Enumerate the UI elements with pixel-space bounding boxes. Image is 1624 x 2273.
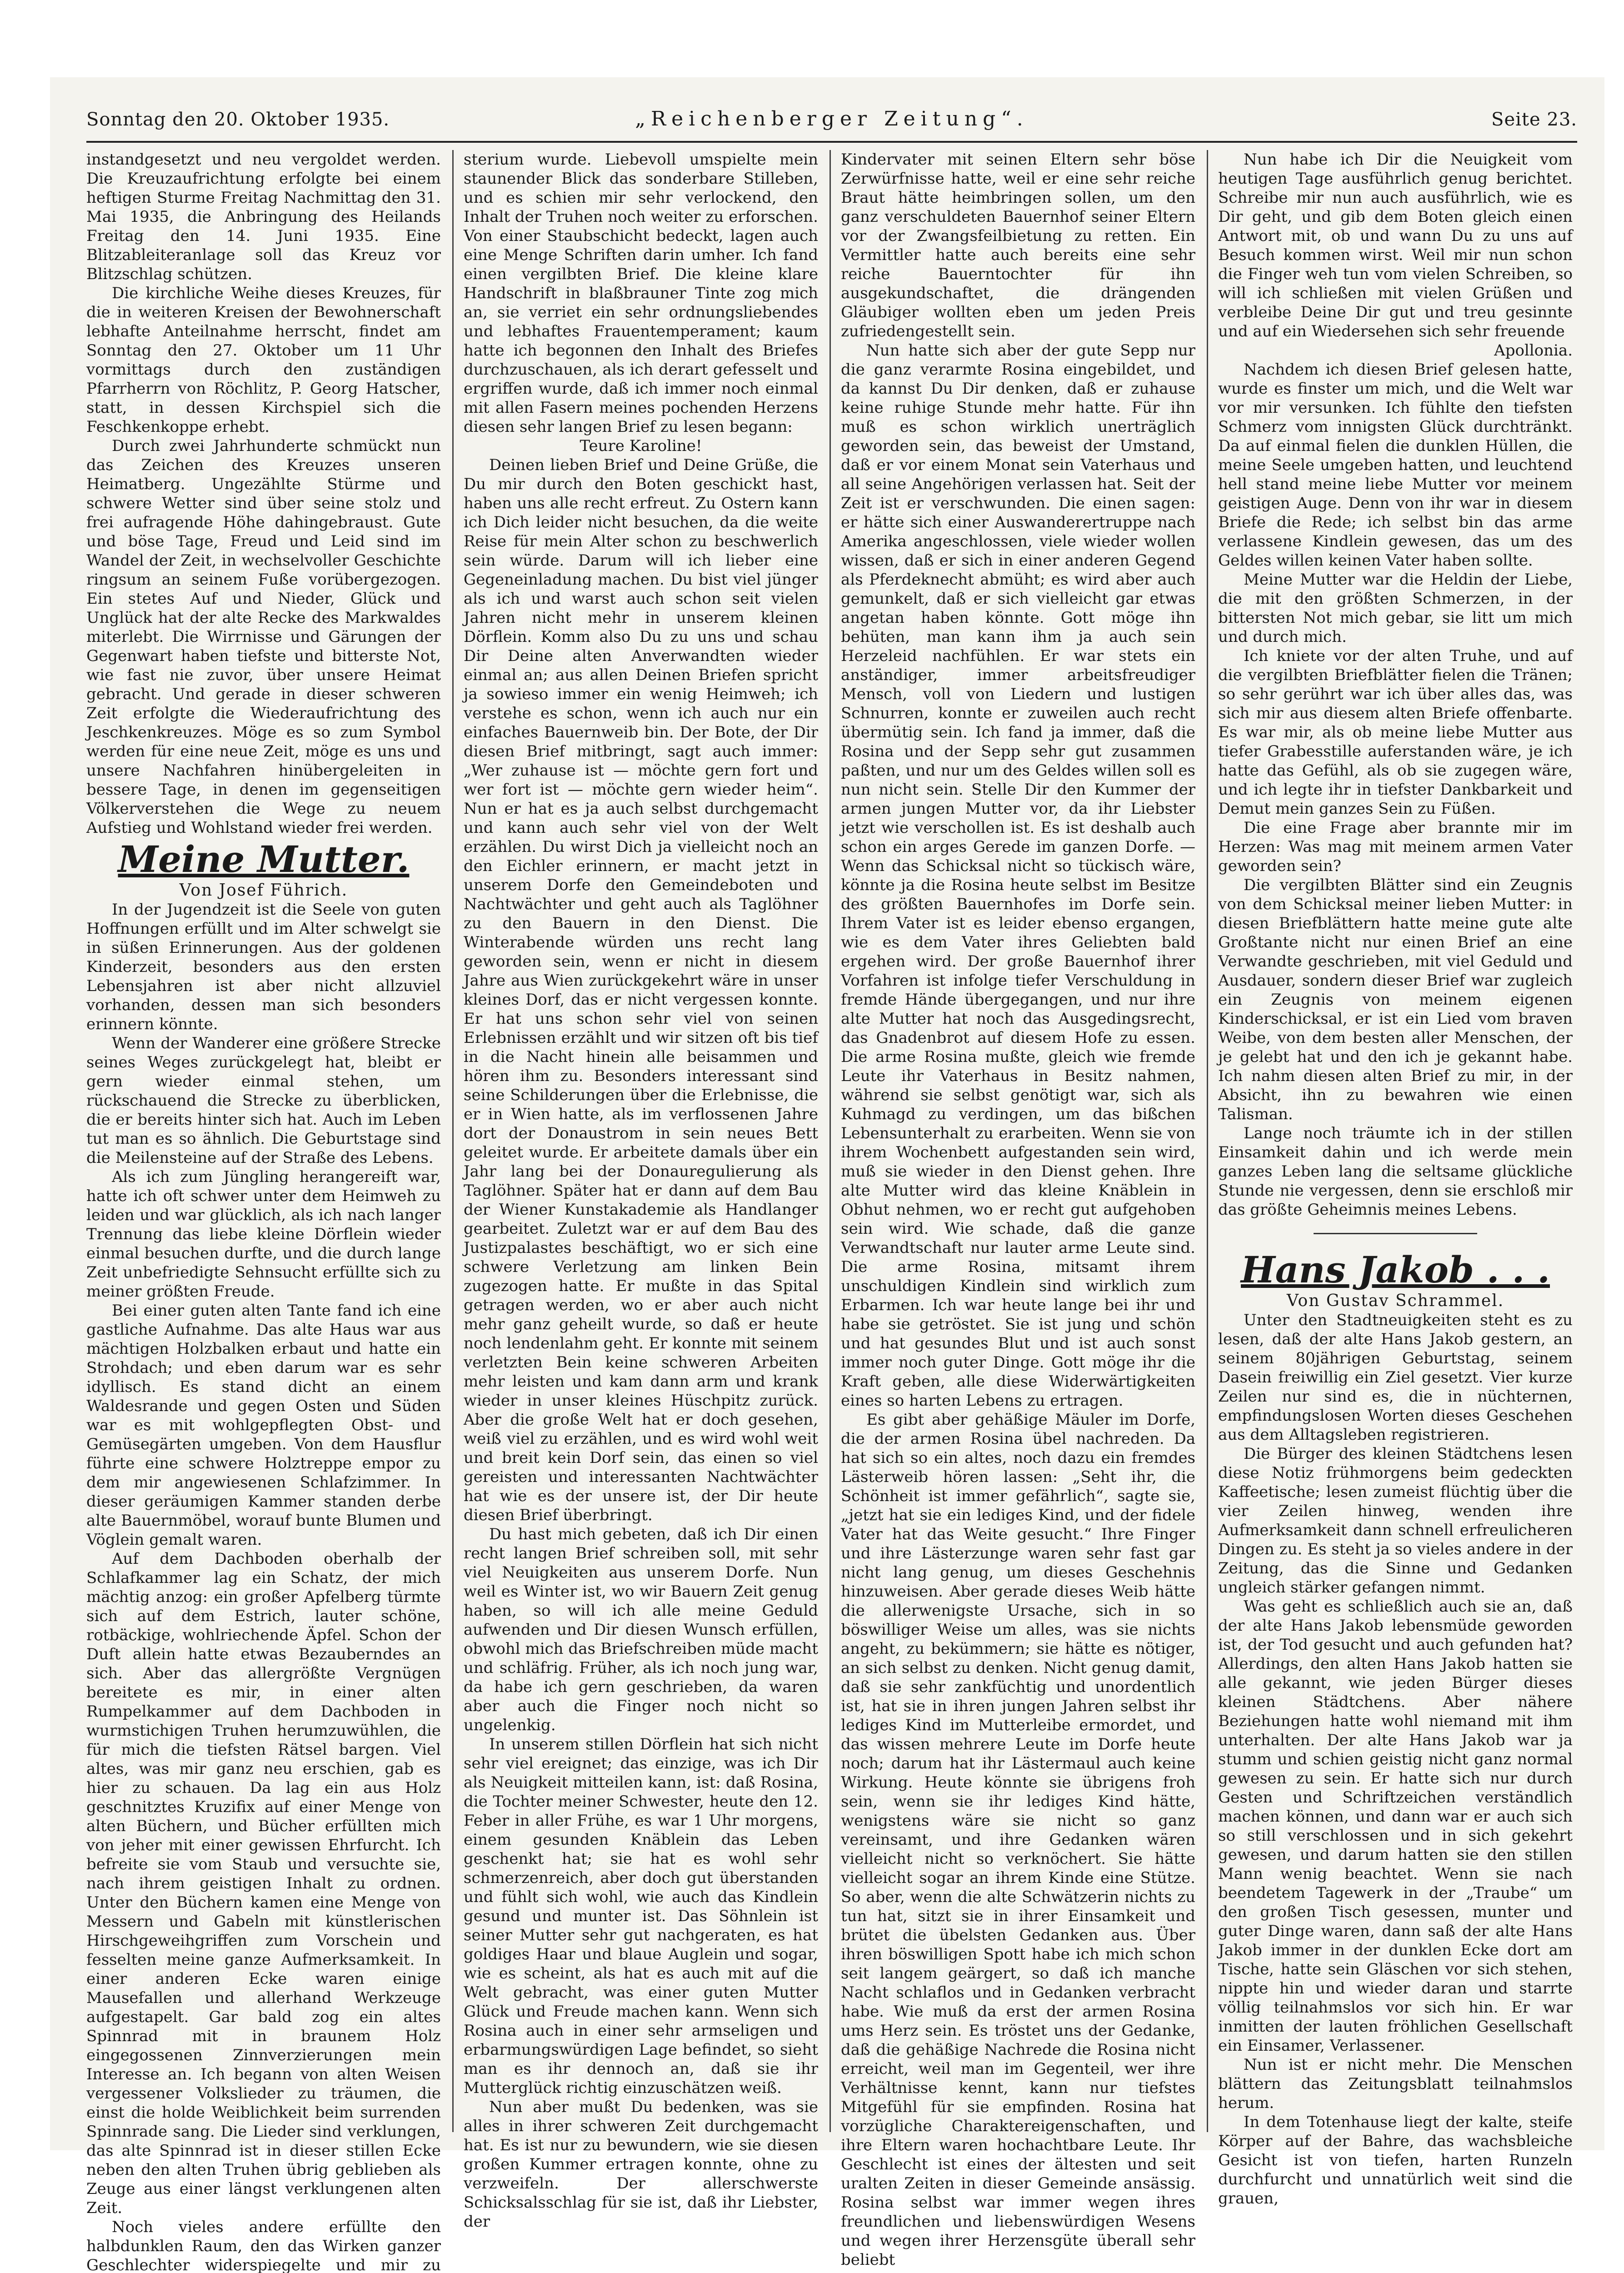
paragraph: Ich kniete vor der alten Truhe, und auf die vergilbten Briefblätter fielen die Tränen; so sehr gerührt war ich über alles das, was sich mir aus diesem alten Briefe offenbarte. Es war mir, als ob meine liebe Mutter aus tiefer Grabesstille auferstanden wäre, je ich hatte das Gefühl, als ob sie zugegen wäre, und ich legte ihr in tiefster Dankbarkeit und Demut mein ganzes Sein zu Füßen. — [1218, 647, 1573, 818]
issue-date: Sonntag den 20. Oktober 1935. — [86, 109, 390, 130]
paragraph: In unserem stillen Dörflein hat sich nicht sehr viel ereignet; das einzige, was ich Dir als Neuigkeit mitteilen kann, ist: daß Rosina, die Tochter meiner Schwester, heute den 12. Feber in aller Frühe, es war 1 Uhr morgens, einem gesunden Knäblein das Leben geschenkt hat; sie hat es wohl sehr schmerzenreich, aber doch gut überstanden und fühlt sich wohl, wie auch das Kindlein gesund und munter ist. Das Söhnlein ist seiner Mutter sehr gut nachgeraten, es hat goldiges Haar und blaue Auglein und sogar, wie es scheint, als hat es auch mit auf die Welt gebracht, was einer guten Mutter Glück und Freude machen kann. Wenn sich Rosina auch in einer sehr armseligen und erbarmungswürdigen Lage befindet, so sieht man es ihr dennoch an, daß sie ihr Mutterglück richtig einzuschätzen weiß. — [464, 1735, 818, 2097]
article-byline: Von Josef Führich. — [179, 881, 348, 900]
column-divider — [829, 150, 831, 2132]
paragraph: Die Bürger des kleinen Städtchens lesen diese Notiz frühmorgens beim gedeckten Kaffeetische; lesen zumeist flüchtig über die vier Zeilen hinweg, wenden ihre Aufmerksamkeit dann schnell erfreulicheren Dingen zu. Es steht ja so vieles andere in der Zeitung, das die Sinne und Gedanken ungleich stärker gefangen nimmt. — [1218, 1445, 1573, 1597]
newspaper-title: „Reichenberger Zeitung“. — [635, 107, 1029, 130]
masthead — [86, 105, 1577, 141]
paragraph: Als ich zum Jüngling herangereift war, hatte ich oft schwer unter dem Heimweh zu leiden und war glücklich, als ich nach langer Trennung das liebe kleine Dörflein wieder einmal besuchen durfte, und die durch lange Zeit unbefriedigte Sehnsucht erfüllte sich zu meiner größten Freude. — [86, 1168, 441, 1301]
article-headline: Hans Jakob . . . — [1241, 1248, 1550, 1291]
paragraph: Nun habe ich Dir die Neuigkeit vom heutigen Tage ausführlich genug berichtet. Schreibe mir nun auch ausführlich, wie es Dir geht, und gib dem Boten gleich einen Antwort mit, ob und wann Du zu uns auf Besuch kommen wirst. Weil mir nun schon die Finger weh tun vom vielen Schreiben, so will ich schließen mit vielen Grüßen und verbleibe Deine Dir gut und treu gesinnte und auf ein Wiedersehen sich sehr freuende — [1218, 150, 1573, 340]
paragraph: Wenn der Wanderer eine größere Strecke seines Weges zurückgelegt hat, bleibt er gern wieder einmal stehen, um rückschauend die Strecke zu überblicken, die er bereits hinter sich hat. Auch im Leben tut man es so ähnlich. Die Geburtstage sind die Meilensteine auf der Straße des Lebens. — [86, 1034, 441, 1167]
paragraph: Auf dem Dachboden oberhalb der Schlafkammer lag ein Schatz, der mich mächtig anzog: ein großer Apfelberg türmte sich auf dem Estrich, lauter schöne, rotbäckige, wohlriechende Äpfel. Schon der Duft allein hatte etwas Bezauberndes an sich. Aber das allergrößte Vergnügen bereitete es mir, in einer alten Rumpelkammer auf dem Dachboden in wurmstichigen Truhen herumzuwühlen, die für mich die tiefsten Rätsel bargen. Viel altes, was mir ganz neu erschien, gab es hier zu schauen. Da lag ein aus Holz geschnitztes Kruzifix auf einer Menge von alten Büchern, und Bücher erfüllten mich von jeher mit einer gewissen Ehrfurcht. Ich befreite sie vom Staub und versuchte sie, nach ihrem geistigen Inhalt zu ordnen. Unter den Büchern kamen eine Menge von Messern und Gabeln mit künstlerischen Hirschgeweihgriffen zum Vorschein und fesselten meine ganze Aufmerksamkeit. In einer anderen Ecke waren einige Mausefallen und allerhand Werkzeuge aufgestapelt. Gar bald zog ein altes Spinnrad mit in braunem Holz eingegossenen Zinnverzierungen mein Interesse an. Ich begann von alten Weisen vergessener Volkslieder zu träumen, die einst die holde Weiblichkeit beim surrenden Spinnrade sang. Die Lieder sind verklungen, das alte Spinnrad ist in dieser stillen Ecke neben den alten Truhen übrig geblieben als Zeuge aus einer längst verklungenen alten Zeit. — [86, 1550, 441, 2217]
page-number: Seite 23. — [1491, 109, 1577, 130]
column-4 — [1218, 150, 1573, 2208]
paragraph: Was geht es schließlich auch sie an, daß der alte Hans Jakob lebensmüde geworden ist, der Tod gesucht und auch gefunden hat? Allerdings, den alten Hans Jakob hatten sie alle gekannt, wie jeden Bürger dieses kleinen Städtchens. Aber nähere Beziehungen hatte wohl niemand mit ihm unterhalten. Der alte Hans Jakob war ja stumm und schien geistig nicht ganz normal gewesen zu sein. Er hatte sich nur durch Gesten und Schriftzeichen verständlich machen können, und dann war er auch sich so still verschlossen und in sich gekehrt gewesen, und darum hatten sie den stillen Mann wenig beachtet. Wenn sie nach beendetem Tagewerk in der „Traube“ um den großen Tisch gesessen, munter und guter Dinge waren, dann saß der alte Hans Jakob immer in der dunklen Ecke dort am Tische, hatte sein Gläschen vor sich stehen, nippte hin und wieder daran und starrte völlig teilnahmslos vor sich hin. Er war inmitten der lauten fröhlichen Gesellschaft ein Einsamer, Verlassener. — [1218, 1597, 1573, 2055]
paragraph: Nun ist er nicht mehr. Die Menschen blättern das Zeitungsblatt teilnahmslos herum. — [1218, 2056, 1573, 2112]
paragraph: Unter den Stadtneuigkeiten steht es zu lesen, daß der alte Hans Jakob gestern, an seinem 80jährigen Geburtstag, seinem Dasein freiwillig ein Ziel gesetzt. Vier kurze Zeilen nur sind es, die in nüchternen, empfindungslosen Worten dieses Geschehen aus dem Alltagsleben registrieren. — [1218, 1311, 1573, 1444]
column-3 — [841, 150, 1195, 2269]
paragraph: In dem Totenhause liegt der kalte, steife Körper auf der Bahre, das wachsbleiche Gesicht ist von tiefen, harten Runzeln durchfurcht und unnatürlich weit sind die grauen, — [1218, 2113, 1573, 2208]
paragraph: Nachdem ich diesen Brief gelesen hatte, wurde es finster um mich, und die Welt war vor mir versunken. Ich fühlte den tiefsten Schmerz vom innigsten Glück durchtränkt. Da auf einmal fielen die dunklen Hüllen, die meine Seele umgeben hatten, und leuchtend hell stand meine liebe Mutter vor meinem geistigen Auge. Denn von ihr war in diesem Briefe die Rede; ich selbst bin das arme verlassene Kindlein gewesen, das um des Geldes willen keinen Vater haben sollte. — [1218, 360, 1573, 570]
column-2 — [464, 150, 818, 2231]
paragraph: Kindervater mit seinen Eltern sehr böse Zerwürfnisse hatte, weil er eine sehr reiche Braut hätte heimbringen sollen, um den ganz verschuldeten Bauernhof seiner Eltern vor der Zwangsfeilbietung zu retten. Ein Vermittler hatte auch bereits eine sehr reiche Bauerntochter für ihn ausgekundschaftet, die drängenden Gläubiger wollten eben um jeden Preis zufriedengestellt sein. — [841, 150, 1195, 340]
column-1 — [86, 150, 441, 2273]
paragraph: Bei einer guten alten Tante fand ich eine gastliche Aufnahme. Das alte Haus war aus mächtigen Holzbalken erbaut und hatte ein Strohdach; und eben darum war es sehr idyllisch. Es stand dicht an einem Waldesrande und gegen Osten und Süden war es mit wohlgepflegten Obst- und Gemüsegärten umgeben. Von dem Hausflur führte eine schwere Holztreppe empor zu dem mir angewiesenen Schlafzimmer. In dieser geräumigen Kammer standen derbe alte Bauernmöbel, worauf bunte Blumen und Vöglein gemalt waren. — [86, 1302, 441, 1549]
paragraph: Die vergilbten Blätter sind ein Zeugnis von dem Schicksal meiner lieben Mutter: in diesen Briefblättern hatte meine gute alte Großtante nicht nur einen Brief an eine Verwandte geschrieben, mit viel Geduld und Ausdauer, sondern dieser Brief war zugleich ein Zeugnis von meinem eigenen Kinderschicksal, er ist ein Lied vom braven Weibe, von dem besten aller Menschen, der je gelebt hat und den ich je gekannt habe. Ich nahm diesen alten Brief zu mir, in der Absicht, ihn zu bewahren wie einen Talisman. — [1218, 876, 1573, 1123]
letter-signature: Apollonia. — [1494, 341, 1573, 360]
article-byline: Von Gustav Schrammel. — [1286, 1292, 1504, 1310]
paragraph: Meine Mutter war die Heldin der Liebe, die mit den größten Schmerzen, in der bittersten Not mich gebar, sie litt um mich und durch mich. — [1218, 571, 1573, 646]
paragraph: Nun hatte sich aber der gute Sepp nur die ganz verarmte Rosina eingebildet, und da kannst Du Dir denken, daß er zuhause keine ruhige Stunde mehr hatte. Für ihn muß es schon wirklich unerträglich geworden sein, das beweist der Umstand, daß er vor einem Monat sein Vaterhaus und all seine Angehörigen verlassen hat. Seit der Zeit ist er verschwunden. Die einen sagen: er hätte sich einer Auswanderertruppe nach Amerika angeschlossen, viele wieder wollen wissen, daß er sich in einer anderen Gegend als Pferdeknecht abmüht; es wird aber auch gemunkelt, daß er sich vielleicht gar etwas angetan haben könnte. Gott möge ihn behüten, man kann ihm ja auch sein Herzeleid nachfühlen. Er war stets ein anständiger, immer arbeitsfreudiger Mensch, voll von Liedern und lustigen Schnurren, konnte er zuweilen auch recht übermütig sein. Ich fand ja immer, daß die Rosina und der Sepp sehr gut zusammen paßten, und nur um des Geldes willen soll es nun nicht sein. Stelle Dir den Kummer der armen jungen Mutter vor, da ihr Liebster jetzt wie verschollen ist. Es ist deshalb auch schon ein arges Gerede im ganzen Dorfe. — Wenn das Schicksal nicht so tückisch wäre, könnte ja die Rosina heute selbst im Besitze des größten Bauernhofes im Dorfe sein. Ihrem Vater ist es leider ebenso ergangen, wie es dem Vater ihres Geliebten bald ergehen wird. Der große Bauernhof ihrer Vorfahren ist infolge tiefer Verschuldung in fremde Hände übergegangen, und nur ihre alte Mutter hat noch das Ausgedingsrecht, das Gnadenbrot auf diesem Hofe zu essen. Die arme Rosina mußte, gleich wie fremde Leute ihr Vaterhaus in Besitz nahmen, während sie selbst genötigt war, sich als Kuhmagd zu verdingen, um das bißchen Lebensunterhalt zu erarbeiten. Wenn sie von ihrem Wochenbett aufgestanden sein wird, muß sie wieder in den Dienst gehen. Ihre alte Mutter wird das kleine Knäblein in Obhut nehmen, wo er recht gut aufgehoben sein wird. Wie schade, daß die ganze Verwandtschaft nur lauter arme Leute sind. Die arme Rosina, mitsamt ihrem unschuldigen Kindlein sind wirklich zum Erbarmen. Ich war heute lange bei ihr und habe sie getröstet. Sie ist jung und schön und hat gesundes Blut und ist auch sonst immer noch guter Dinge. Gott möge ihr die Kraft geben, alle diese Widerwärtigkeiten eines so harten Lebens zu ertragen. — [841, 341, 1195, 1410]
newspaper-page — [50, 77, 1604, 2273]
paragraph: instandgesetzt und neu vergoldet werden. Die Kreuzaufrichtung erfolgte bei einem heftigen Sturme Freitag Nachmittag den 31. Mai 1935, die Anbringung des Heilands Freitag den 14. Juni 1935. Eine Blitzableiteranlage soll das Kreuz vor Blitzschlag schützen. — [86, 150, 441, 283]
paragraph: Du hast mich gebeten, daß ich Dir einen recht langen Brief schreiben soll, mit sehr viel Neuigkeiten aus unserem Dorfe. Nun weil es Winter ist, wo wir Bauern Zeit genug haben, so will ich alle meine Geduld aufwenden und Dir diesen Wunsch erfüllen, obwohl mich das Briefschreiben müde macht und schläfrig. Früher, als ich noch jung war, da habe ich gern geschrieben, da waren aber auch die Finger noch nicht so ungelenkig. — [464, 1525, 818, 1734]
paragraph: In der Jugendzeit ist die Seele von guten Hoffnungen erfüllt und im Alter schwelgt sie in süßen Erinnerungen. Aus der goldenen Kinderzeit, besonders aus den ersten Lebensjahren ist aber nicht allzuviel vorhanden, dessen man sich besonders erinnern könnte. — [86, 901, 441, 1033]
paragraph: Durch zwei Jahrhunderte schmückt nun das Zeichen des Kreuzes unseren Heimatberg. Ungezählte Stürme und schwere Wetter sind über seine stolz und frei aufragende Höhe dahingebraust. Gute und böse Tage, Freud und Leid sind im Wandel der Zeit, in wechselvoller Geschichte ringsum an seinem Fuße vorübergezogen. Ein stetes Auf und Nieder, Glück und Unglück hat der alte Recke des Markwaldes miterlebt. Die Wirrnisse und Gärungen der Gegenwart haben tiefste und bitterste Not, wie fast nie zuvor, über unsere Heimat gebracht. Und gerade in dieser schweren Zeit erfolgte die Wiederaufrichtung des Jeschkenkreuzes. Möge es so zum Symbol werden für eine neue Zeit, möge es uns und unsere Nachfahren hinübergeleiten in bessere Tage, in denen im gegenseitigen Völkerverstehen die Wege zu neuem Aufstieg und Wohlstand wieder frei werden. — [86, 437, 441, 837]
paragraph: Nun aber mußt Du bedenken, was sie alles in ihrer schweren Zeit durchgemacht hat. Es ist nur zu bewundern, wie sie diesen großen Kummer ertragen konnte, ohne zu verzweifeln. Der allerschwerste Schicksalsschlag für sie ist, daß ihr Liebster, der — [464, 2098, 818, 2231]
column-divider — [1207, 150, 1208, 2132]
article-separator — [1314, 1233, 1477, 1234]
column-divider — [452, 150, 454, 2132]
paragraph: Noch vieles andere erfüllte den halbdunklen Raum, den das Wirken ganzer Geschlechter widerspiegelte und mir zu — [86, 2218, 441, 2273]
paragraph: Deinen lieben Brief und Deine Grüße, die Du mir durch den Boten geschickt hast, haben uns alle recht erfreut. Zu Ostern kann ich Dich leider nicht besuchen, da die weite Reise für mein Alter schon zu beschwerlich sein würde. Darum will ich lieber eine Gegeneinladung machen. Du bist viel jünger als ich und warst auch schon seit vielen Jahren nicht mehr in unserem kleinen Dörflein. Komm also Du zu uns und schau Dir Deine alten Anverwandten wieder einmal an; aus allen Deinen Briefen spricht ja sowieso immer ein wenig Heimweh; ich verstehe es schon, wenn ich auch nur ein einfaches Bauernweib bin. Der Bote, der Dir diesen Brief mitbringt, sagt auch immer: „Wer zuhause ist — möchte gern fort und wer fort ist — möchte gern wieder heim“. Nun er hat es ja auch selbst durchgemacht und kann auch sehr viel von der Welt erzählen. Du wirst Dich ja vielleicht noch an den Eichler erinnern, er macht jetzt in unserem Dorfe den Gemeindeboten und Nachtwächter und geht auch als Taglöhner zu den Bauern in den Dienst. Die Winterabende würden uns recht lang geworden sein, wenn er nicht in diesem Jahre aus Wien zurückgekehrt wäre in unser kleines Dorf, das er nicht vergessen konnte. Er hat uns schon sehr viel von seinen Erlebnissen erzählt und wir sitzen oft bis tief in die Nacht hinein alle beisammen und hören ihm zu. Besonders interessant sind seine Schilderungen über die Erlebnisse, die er in Wien hatte, als im verflossenen Jahre dort der Donaustrom in sein neues Bett geleitet wurde. Er arbeitete damals über ein Jahr lang bei der Donauregulierung als Taglöhner. Später hat er dann auf dem Bau der Wiener Kunstakademie als Handlanger gearbeitet. Zuletzt war er auf dem Bau des Justizpalastes beschäftigt, wo er sich eine schwere Verletzung am linken Bein zugezogen hatte. Er mußte in das Spital getragen werden, wo er aber auch nicht mehr ganz geheilt wurde, so daß er heute noch lendenlahm geht. Er konnte mit seinem verletzten Bein keine schweren Arbeiten mehr leisten und kam dann arm und krank wieder in unser kleines Hüschpitz zurück. Aber die große Welt hat er doch gesehen, weiß viel zu erzählen, und es wird wohl weit und breit kein Dorf sein, das einen so viel gereisten und interessanten Nachtwächter hat wie es der unsere ist, der Dir heute diesen Brief überbringt. — [464, 456, 818, 1524]
letter-salutation: Teure Karoline! — [580, 437, 702, 455]
paragraph: Lange noch träumte ich in der stillen Einsamkeit dahin und ich werde mein ganzes Leben lang die seltsame glückliche Stunde nie vergessen, denn sie erschloß mir das größte Geheimnis meines Lebens. — [1218, 1124, 1573, 1219]
article-headline: Meine Mutter. — [118, 838, 410, 881]
paragraph: Die eine Frage aber brannte mir im Herzen: Was mag mit meinem armen Vater geworden sein? — [1218, 819, 1573, 875]
paragraph: Es gibt aber gehäßige Mäuler im Dorfe, die der armen Rosina übel nachreden. Da hat sich so ein altes, noch dazu ein fremdes Lästerweib hören lassen: „Seht ihr, die Schönheit ist immer gefährlich“, sagte sie, „jetzt hat sie ein lediges Kind, und der fidele Vater hat das Weite gesucht.“ Ihre Finger und ihre Lästerzunge waren sehr fast gar nicht lang genug, um dieses Geschehnis hinzuweisen. Aber gerade dieses Weib hätte die allerwenigste Ursache, sich in so böswilliger Weise um alles, was sie nichts angeht, zu bekümmern; sie hätte es nötiger, an sich selbst zu denken. Nicht genug damit, daß sie sehr zankfüchtig und unordentlich ist, hat sie in ihren jungen Jahren selbst ihr lediges Kind im Mutterleibe ermordet, und das wissen mehrere Leute im Dorfe heute noch; darum hat ihr Lästermaul auch keine Wirkung. Heute könnte sie übrigens froh sein, wenn sie ihr lediges Kind hätte, wenigstens wäre sie nicht so ganz vereinsamt, und ihre Gedanken wären vielleicht nicht so verknöchert. Sie hätte vielleicht sogar an ihrem Kinde eine Stütze. So aber, wenn die alte Schwätzerin nichts zu tun hat, sitzt sie in ihrer Einsamkeit und brütet die übelsten Gedanken aus. Über ihren böswilligen Spott habe ich mich schon seit langem geärgert, so daß ich manche Nacht schlaflos und in Gedanken verbracht habe. Wie muß da erst der armen Rosina ums Herz sein. Es tröstet uns der Gedanke, daß die gehäßige Nachrede die Rosina nicht erreicht, weil man im Gegenteil, wer ihre Verhältnisse kennt, kann nur tiefstes Mitgefühl für sie empfinden. Rosina hat vorzügliche Charaktereigenschaften, und ihre Eltern waren hochachtbare Leute. Ihr Geschlecht ist eines der ältesten und seit uralten Zeiten in dieser Gemeinde ansässig. Rosina selbst war immer wegen ihres freundlichen und liebenswürdigen Wesens und wegen ihrer Herzensgüte überall sehr beliebt — [841, 1411, 1195, 2269]
paragraph: Die kirchliche Weihe dieses Kreuzes, für die in weiteren Kreisen der Bewohnerschaft lebhafte Anteilnahme herrscht, findet am Sonntag den 27. Oktober um 11 Uhr vormittags durch den zuständigen Pfarrherrn von Röchlitz, P. Georg Hatscher, statt, in dessen Kirchspiel sich die Feschkenkoppe erhebt. — [86, 284, 441, 436]
masthead-rule — [86, 141, 1577, 143]
paragraph: sterium wurde. Liebevoll umspielte mein staunender Blick das sonderbare Stilleben, und es schien mir sehr verlockend, den Inhalt der Truhen noch weiter zu erforschen. Von einer Staubschicht bedeckt, lagen auch eine Menge Schriften darin umher. Ich fand einen vergilbten Brief. Die kleine klare Handschrift in blaßbrauner Tinte zog mich an, sie verriet ein sehr ordnungsliebendes und lebhaftes Frauentemperament; kaum hatte ich begonnen den Inhalt des Briefes durchzuschauen, als ich derart gefesselt und ergriffen wurde, daß ich immer noch einmal mit allen Fasern meines pochenden Herzens diesen sehr langen Brief zu lesen begann: — [464, 150, 818, 436]
